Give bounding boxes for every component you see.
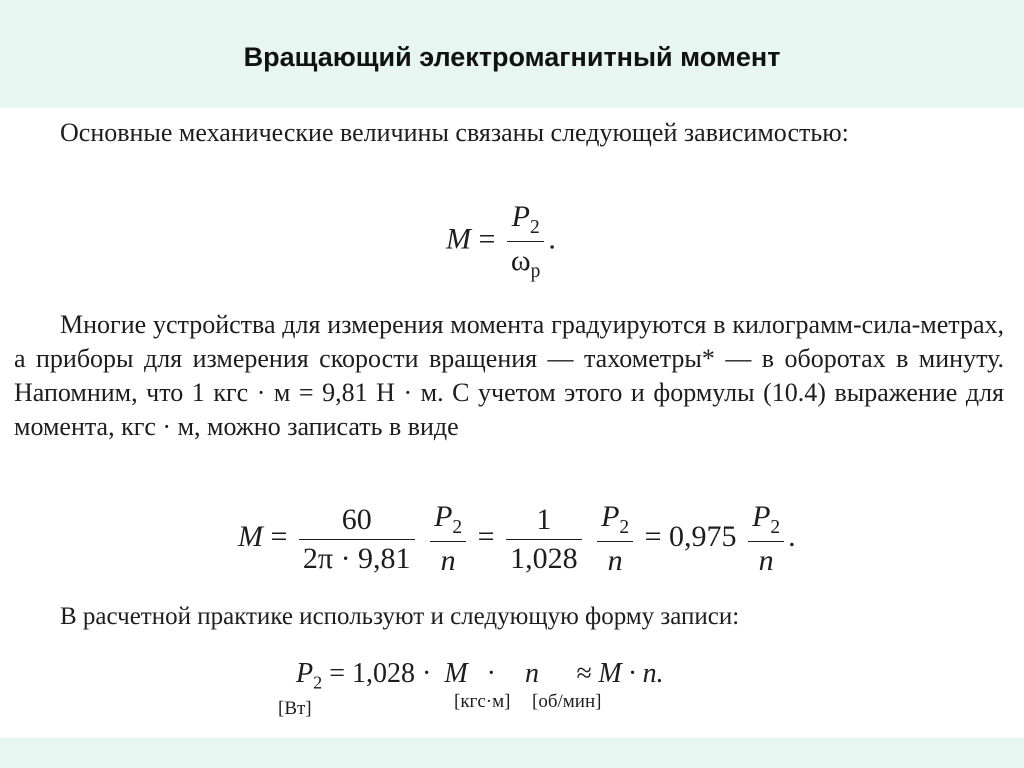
- formula-lhs: M: [238, 519, 263, 553]
- fraction-1: [506, 503, 582, 576]
- paragraph-1-text: Основные механические величины связаны следующей зависимостью:: [60, 118, 849, 147]
- paragraph-3: [14, 600, 1004, 634]
- fraction-p2-n: [430, 500, 466, 578]
- numerator: P: [434, 500, 453, 533]
- formula-approx: ≈ M · n.: [575, 658, 664, 689]
- paragraph-2-text: Многие устройства для измерения момента градуируются в килограмм-сила-метрах, а приборы для измерения скорости вращения — тахометры* — в оборотах в минуту. Напомним, что 1 кгс · м = 9,81 Н · м. С учетом этого и формулы (10.4) выражение для момента, кгс · м, можно записать в виде: [14, 310, 1004, 441]
- formula-n: n: [524, 658, 539, 689]
- formula-dot: ·: [486, 658, 496, 689]
- fraction-p2-n: [597, 500, 633, 578]
- numerator: P: [601, 500, 620, 533]
- formula-m: M: [444, 658, 468, 689]
- formula-coefficient: = 0,975: [644, 519, 737, 553]
- document-page: [0, 108, 1024, 738]
- paragraph-2: [14, 308, 1004, 444]
- numerator-sub: 2: [529, 217, 540, 238]
- formula-torque: [446, 200, 556, 283]
- slide-header: [0, 0, 1024, 108]
- numerator-sub: 2: [770, 517, 781, 538]
- formula-coefficient: = 1,028 ·: [329, 658, 432, 689]
- numerator-sub: 2: [452, 517, 463, 538]
- formula-lhs-sub: 2: [313, 672, 323, 693]
- formula-lhs: P: [296, 658, 314, 689]
- paragraph-1: [14, 116, 1004, 150]
- denominator: ω: [510, 244, 531, 277]
- formula-period: .: [788, 519, 796, 553]
- paragraph-3-text: В расчетной практике используют и следующую форму записи:: [60, 603, 740, 630]
- formula-lhs: M: [446, 222, 471, 256]
- denominator: n: [440, 544, 456, 577]
- numerator: P: [752, 500, 771, 533]
- denominator: n: [758, 544, 774, 577]
- denominator-sub: р: [530, 261, 541, 282]
- unit-rpm: [об/мин]: [532, 691, 602, 712]
- formula-equals: =: [478, 222, 496, 256]
- fraction-60: [299, 503, 415, 576]
- fraction-p2-n: [748, 500, 784, 578]
- formula-equals: =: [270, 519, 288, 553]
- unit-watt: [Вт]: [278, 698, 312, 719]
- slide-title: Вращающий электромагнитный момент: [243, 42, 781, 72]
- formula-period: .: [548, 222, 556, 256]
- numerator-sub: 2: [619, 517, 630, 538]
- fraction-power-speed: [507, 200, 545, 283]
- denominator: n: [607, 544, 623, 577]
- footer-strip: [0, 738, 1024, 768]
- numerator: P: [511, 200, 530, 233]
- numerator: 60: [299, 503, 415, 540]
- unit-kgf-m: [кгс·м]: [454, 691, 511, 712]
- formula-torque-kgf: [238, 500, 796, 578]
- numerator: 1: [506, 503, 582, 540]
- denominator: 1,028: [510, 541, 578, 575]
- formula-equals: =: [477, 519, 495, 553]
- denominator: 2π · 9,81: [302, 541, 411, 575]
- formula-power: [296, 658, 664, 694]
